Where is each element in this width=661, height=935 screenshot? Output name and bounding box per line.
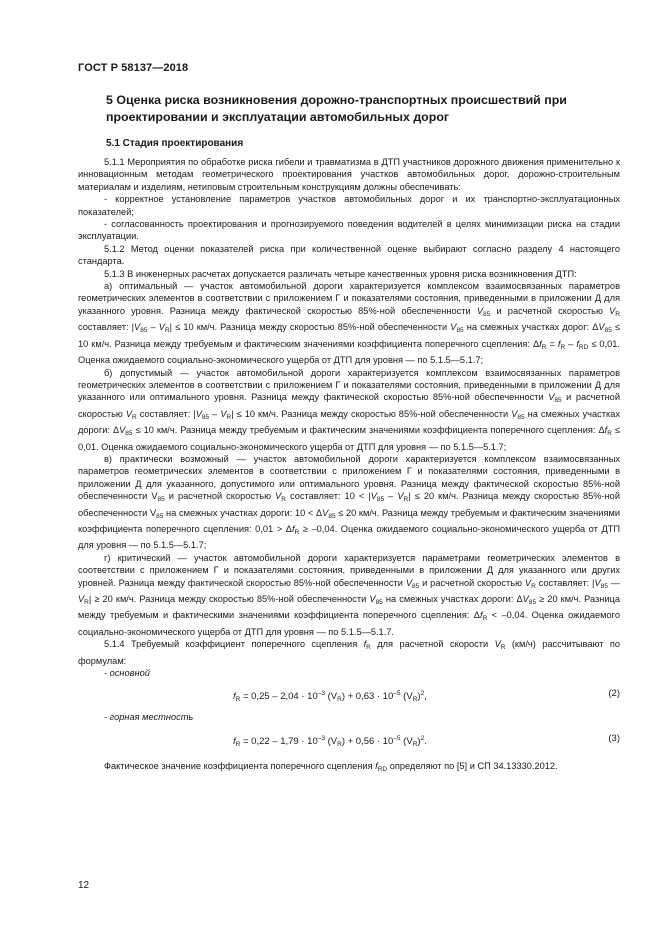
formula-2 (78, 685, 620, 707)
document-code: ГОСТ Р 58137—2018 (78, 62, 189, 74)
formula-2-number: (2) (608, 688, 620, 700)
label-mountain-terrain: - горная местность (104, 712, 194, 723)
para-5-1-4: 5.1.4 Требуемый коэффициент поперечного сцепления $f_R$ для расчетной скорости $V_R$ (км/ч) рассчитывают по формулам: (78, 639, 620, 666)
page-number: 12 (78, 880, 90, 891)
formula-3-expression: $f_R = 0,22 - 1,79 \cdot 10^{-3}$ $(V_R) + 0,56 \cdot 10^{-5}$ $(V_R)^2$. (233, 734, 427, 748)
level-practically-possible: в) практически возможный — участок автомобильной дороги характеризуется комплексом взаимосвязанных параметров геометрических элементов в соответствии с приложением Г и показателями состояния, приведенными в приложении Д для указанного, допустимого или оптимального уровня. Разница между фактической скоростью 85%-ной обеспеченности $V_{85}$ и расчетной скоростью $V_R$ составляет: $10 < |V_{85} - V_R| \le 20$ км/ч. Разница между скоростью 85%-ной обеспеченности $V_{85}$ на смежных участках дороги: $10 < \Delta V_{85} \le 20$ км/ч. Разница между требуемым и фактическим значениями коэффициента поперечного сцепления: $0,01 > \Delta f_R \ge -0,04$. Оценка ожидаемого социально-экономического ущерба от ДТП для уровня — по 5.1.5—5.1.7; (78, 453, 621, 551)
section-title: 5 Оценка риска возникновения дорожно-транспортных происшествий при проектировании и эксплуатации автомобильных дорог (106, 93, 567, 124)
formula-3-number: (3) (608, 732, 620, 744)
bullet-2: - согласованность проектирования и прогнозируемого поведения водителей в целях минимизации риска на стадии эксплуатации. (78, 219, 620, 242)
bullet-1: - корректное установление параметров участков автомобильных дорог и их транспортно-эксплуатационных показателей; (78, 194, 620, 217)
label-main-terrain: - основной (104, 668, 150, 679)
para-actual-coefficient: Фактическое значение коэффициента поперечного сцепления $f_{RD}$ определяют по [5] и СП 34.13330.2012. (104, 760, 558, 773)
formula-3 (78, 730, 620, 752)
level-optimal: а) оптимальный — участок автомобильной дороги характеризуется комплексом взаимосвязанных параметров геометрических элементов в соответствии с приложением Г и показателями состояния, приведенными в приложении Д для указанного уровня. Разница между фактической скоростью 85%-ной обеспеченности $V_{85}$ и расчетной скоростью $V_R$ составляет: $|V_{85} - V_R| \le 10$ км/ч. Разница между скоростью 85%-ной обеспеченности $V_{85}$ на смежных участках дорог: $\Delta V_{85} \le 10$ км/ч. Разница между требуемым и фактическим значениями коэффициента поперечного сцепления: $\Delta f_R = f_R - f_{RD} \le 0,01$. Оценка ожидаемого социально-экономического ущерба от ДТП для уровня — по 5.1.5—5.1.7; (78, 281, 620, 366)
level-acceptable: б) допустимый — участок автомобильной дороги характеризуется комплексом взаимосвязанных параметров геометрических элементов в соответствии с приложением Г и показателями состояния, приведенными в приложении Д для указанного или оптимального уровня. Разница между фактической скоростью 85%-ной обеспеченности $V_{85}$ и расчетной скоростью $V_R$ составляет: $|V_{85} - V_R| \le 10$ км/ч. Разница между скоростью 85%-ной обеспеченности $V_{85}$ на смежных участках дороги: $\Delta V_{85} \le 10$ км/ч. Разница между требуемым и фактическим значениями коэффициента поперечного сцепления: $\Delta f_R \le 0,01$. Оценка ожидаемого социально-экономического ущерба от ДТП для уровня — по 5.1.5—5.1.7; (78, 367, 620, 452)
para-5-1-2: 5.1.2 Метод оценки показателей риска при количественной оценке выбирают согласно разделу 4 настоящего стандарта. (78, 243, 620, 267)
para-5-1-3: 5.1.3 В инженерных расчетах допускается различать четыре качественных уровня риска возникновения ДТП: (104, 268, 577, 279)
subsection-title: 5.1 Стадия проектирования (106, 138, 244, 149)
formula-2-expression: $f_R = 0,25 - 2,04 \cdot 10^{-3}$ $(V_R) + 0,63 \cdot 10^{-5}$ $(V_R)^2$, (233, 690, 427, 704)
para-5-1-1: 5.1.1 Мероприятия по обработке риска гибели и травматизма в ДТП участников дорожного движения применительно к инновационным методам геометрического проектирования участков автомобильных дорог, дорожно-строительным материалам и изделиям, нетиповым строительным конструкциям должны обеспечивать: (78, 157, 620, 192)
body-text (78, 156, 620, 776)
level-critical: г) критический — участок автомобильной дороги характеризуется параметрами геометрических элементов в соответствии с приложением Г и показателями состояния, приведенными в приложении Д для указанного или других уровней. Разница между фактической скоростью 85%-ной обеспеченности $V_{85}$ и расчетной скоростью $V_R$ составляет: $|V_{85}$ — $V_R| \ge 20$ км/ч. Разница между скоростью 85%-ной обеспеченности $V_{85}$ на смежных участках дороги: $\Delta V_{85} \ge 20$ км/ч. Разница между требуемым и фактическими значениями коэффициента поперечного сцепления: $\Delta f_R < -0,04$. Оценка ожидаемого социально-экономического ущерба от ДТП для уровня — по 5.1.5—5.1.7. (78, 552, 620, 637)
